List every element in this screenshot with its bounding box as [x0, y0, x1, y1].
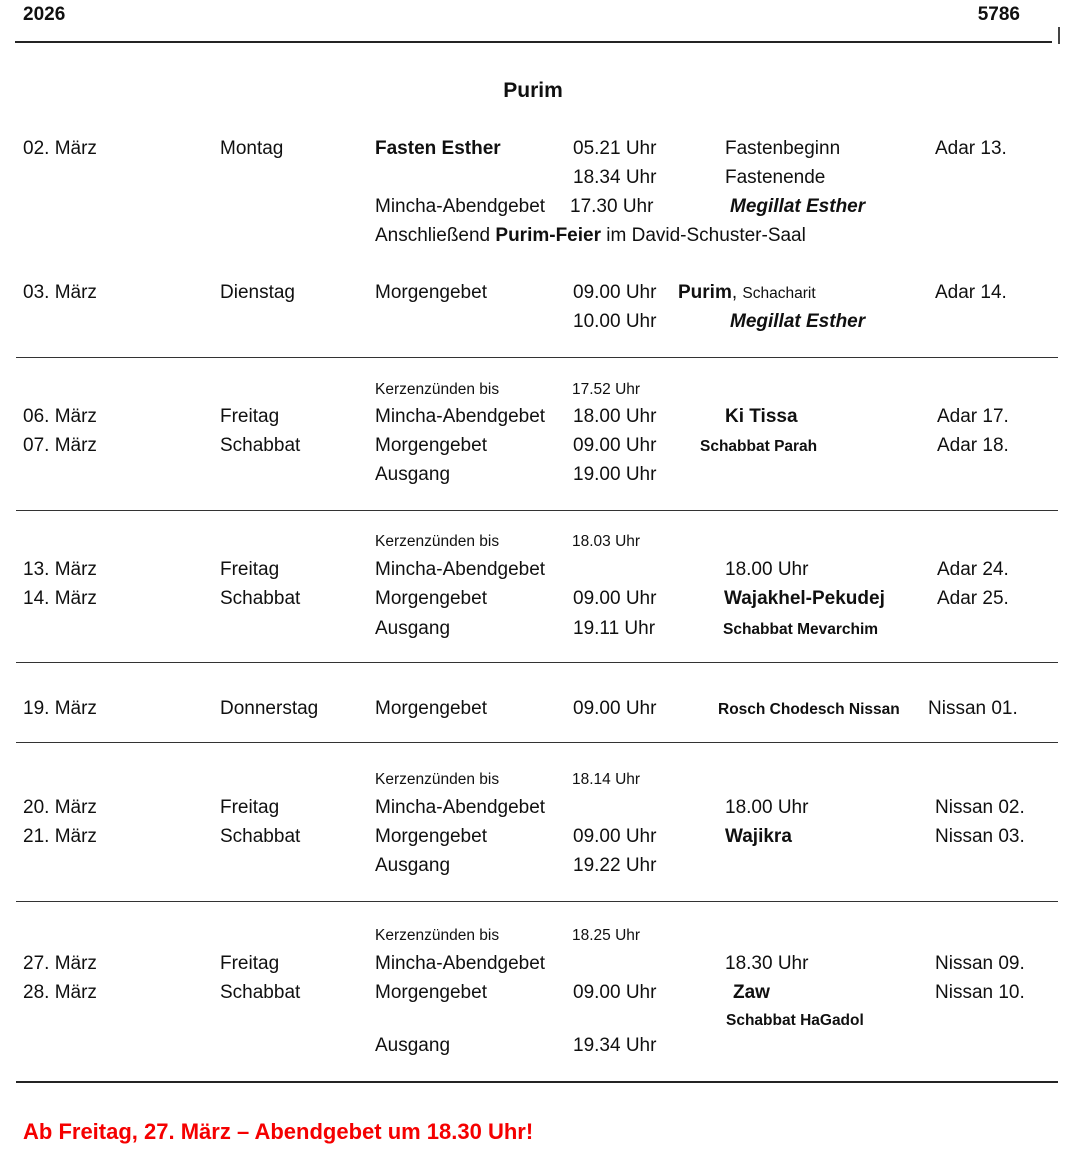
- time: 09.00 Uhr: [573, 982, 657, 1003]
- schedule-line: [0, 1009, 1091, 1035]
- weekday: Schabbat: [220, 435, 301, 456]
- time: 18.00 Uhr: [573, 406, 657, 427]
- candle-time: 18.14 Uhr: [572, 771, 641, 788]
- date: 02. März: [23, 138, 97, 159]
- schedule-line: [0, 855, 1091, 881]
- note: Schabbat HaGadol: [726, 1012, 864, 1029]
- schedule-line: [0, 381, 1091, 407]
- date: 14. März: [23, 588, 97, 609]
- candle-time: 18.25 Uhr: [572, 927, 641, 944]
- event: Fasten Esther: [375, 138, 501, 159]
- weekday: Schabbat: [220, 826, 301, 847]
- time: 09.00 Uhr: [573, 698, 657, 719]
- schedule-line: [0, 196, 1091, 222]
- time: 19.11 Uhr: [573, 618, 656, 639]
- time: 19.34 Uhr: [573, 1035, 657, 1056]
- note: Zaw: [733, 982, 770, 1003]
- note: [678, 282, 816, 304]
- weekday: Schabbat: [220, 588, 301, 609]
- schedule-line: [0, 138, 1091, 164]
- time: 10.00 Uhr: [573, 311, 657, 332]
- text-run: Purim: [678, 282, 732, 303]
- note: Schabbat Parah: [700, 438, 818, 455]
- hebrew-date: Nissan 01.: [928, 698, 1018, 719]
- candle-label: Kerzenzünden bis: [375, 533, 500, 550]
- schedule-line: [0, 533, 1091, 559]
- note: Wajakhel-Pekudej: [724, 588, 885, 609]
- time: 19.00 Uhr: [573, 464, 657, 485]
- time: 05.21 Uhr: [573, 138, 657, 159]
- note: Fastenbeginn: [725, 138, 841, 159]
- time: 19.22 Uhr: [573, 855, 657, 876]
- date: 06. März: [23, 406, 97, 427]
- date: 21. März: [23, 826, 97, 847]
- date: 27. März: [23, 953, 97, 974]
- section-divider: [16, 357, 1058, 358]
- date: 13. März: [23, 559, 97, 580]
- footer-notice: Ab Freitag, 27. März – Abendgebet um 18.30 Uhr!: [23, 1119, 534, 1144]
- section-divider: [16, 662, 1058, 663]
- date: 07. März: [23, 435, 97, 456]
- note: Schabbat Mevarchim: [723, 621, 879, 638]
- text-run: im David-Schuster-Saal: [601, 225, 806, 246]
- hebrew-date: Adar 18.: [937, 435, 1009, 456]
- event: Ausgang: [375, 1035, 451, 1056]
- time: 09.00 Uhr: [573, 588, 657, 609]
- note: Megillat Esther: [730, 196, 866, 217]
- event: Morgengebet: [375, 698, 487, 719]
- event: Morgengebet: [375, 826, 487, 847]
- schedule-line: [0, 927, 1091, 953]
- weekday: Donnerstag: [220, 698, 319, 719]
- schedule-line: [0, 826, 1091, 852]
- event: Ausgang: [375, 464, 451, 485]
- schedule-line: [0, 282, 1091, 308]
- text-run: ,: [731, 282, 743, 303]
- schedule-line: [0, 311, 1091, 337]
- event: Morgengebet: [375, 982, 487, 1003]
- time: 17.30 Uhr: [570, 196, 654, 217]
- schedule-line: [0, 588, 1091, 614]
- candle-label: Kerzenzünden bis: [375, 771, 500, 788]
- hebrew-date: Adar 25.: [937, 588, 1009, 609]
- schedule-line: [0, 618, 1091, 644]
- event: Ausgang: [375, 618, 451, 639]
- time: 18.00 Uhr: [725, 797, 809, 818]
- schedule-line: [0, 797, 1091, 823]
- page-title: Purim: [503, 79, 563, 102]
- hebrew-date: Adar 14.: [935, 282, 1007, 303]
- hebrew-date: Adar 13.: [935, 138, 1007, 159]
- event: Ausgang: [375, 855, 451, 876]
- section-divider: [16, 742, 1058, 743]
- schedule-line: [0, 1035, 1091, 1061]
- weekday: Freitag: [220, 797, 280, 818]
- weekday: Freitag: [220, 559, 280, 580]
- event-note: [375, 225, 806, 247]
- note: Megillat Esther: [730, 311, 866, 332]
- date: 20. März: [23, 797, 97, 818]
- hebrew-date: Nissan 02.: [935, 797, 1025, 818]
- text-run: Purim-Feier: [495, 225, 601, 246]
- event: Mincha-Abendgebet: [375, 406, 546, 427]
- weekday: Schabbat: [220, 982, 301, 1003]
- section-divider: [15, 41, 1052, 43]
- note: Wajikra: [725, 826, 792, 847]
- event: Morgengebet: [375, 588, 487, 609]
- date: 03. März: [23, 282, 97, 303]
- hebrew-date: Nissan 09.: [935, 953, 1025, 974]
- schedule-line: [0, 982, 1091, 1008]
- event: Mincha-Abendgebet: [375, 559, 546, 580]
- hebrew-date: Adar 24.: [937, 559, 1009, 580]
- event: Morgengebet: [375, 435, 487, 456]
- note: Ki Tissa: [725, 406, 798, 427]
- schedule-line: [0, 771, 1091, 797]
- note: Fastenende: [725, 167, 826, 188]
- candle-time: 17.52 Uhr: [572, 381, 641, 398]
- schedule-line: [0, 406, 1091, 432]
- time: 09.00 Uhr: [573, 282, 657, 303]
- date: 19. März: [23, 698, 97, 719]
- cursor-tick: [1058, 27, 1060, 44]
- event: Mincha-Abendgebet: [375, 797, 546, 818]
- hebrew-date: Nissan 10.: [935, 982, 1025, 1003]
- section-divider: [16, 901, 1058, 902]
- candle-time: 18.03 Uhr: [572, 533, 641, 550]
- candle-label: Kerzenzünden bis: [375, 927, 500, 944]
- time: 09.00 Uhr: [573, 826, 657, 847]
- date: 28. März: [23, 982, 97, 1003]
- candle-label: Kerzenzünden bis: [375, 381, 500, 398]
- event: Mincha-Abendgebet: [375, 953, 546, 974]
- time: 18.00 Uhr: [725, 559, 809, 580]
- section-divider: [16, 510, 1058, 511]
- schedule-line: [0, 559, 1091, 585]
- note: Rosch Chodesch Nissan: [718, 701, 900, 718]
- schedule-line: [0, 698, 1091, 724]
- section-divider: [16, 1081, 1058, 1083]
- text-run: Schacharit: [742, 285, 816, 302]
- weekday: Freitag: [220, 953, 280, 974]
- weekday: Montag: [220, 138, 284, 159]
- event: Morgengebet: [375, 282, 487, 303]
- time: 18.34 Uhr: [573, 167, 657, 188]
- time: 18.30 Uhr: [725, 953, 809, 974]
- weekday: Dienstag: [220, 282, 295, 303]
- event: Mincha-Abendgebet: [375, 196, 546, 217]
- hebrew-date: Nissan 03.: [935, 826, 1025, 847]
- gregorian-year: 2026: [23, 4, 66, 25]
- schedule-line: [0, 435, 1091, 461]
- time: 09.00 Uhr: [573, 435, 657, 456]
- weekday: Freitag: [220, 406, 280, 427]
- schedule-line: [0, 167, 1091, 193]
- schedule-line: [0, 464, 1091, 490]
- schedule-line: [0, 953, 1091, 979]
- schedule-line: [0, 225, 1091, 251]
- hebrew-date: Adar 17.: [937, 406, 1009, 427]
- text-run: Anschließend: [375, 225, 496, 246]
- hebrew-year: 5786: [977, 4, 1020, 25]
